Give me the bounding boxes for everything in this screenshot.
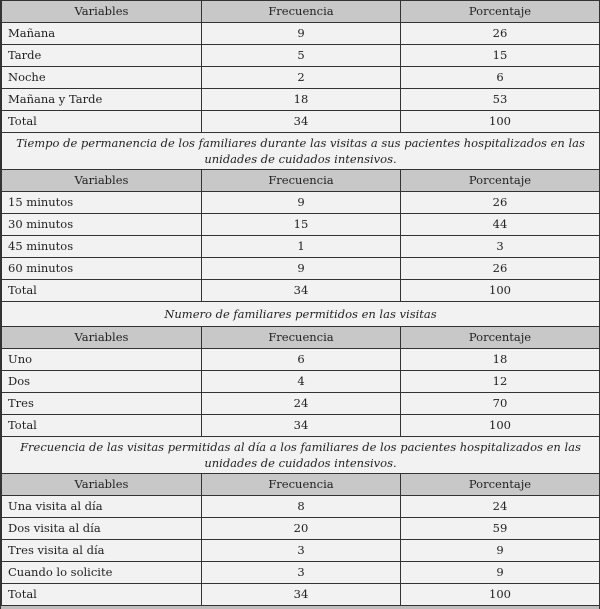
table-row <box>2 236 600 258</box>
cell-frecuencia: 34 <box>202 111 401 133</box>
header-variables: Variables <box>2 327 202 349</box>
total-row <box>2 584 600 606</box>
caption-row <box>2 302 600 327</box>
cell-frecuencia: 6 <box>202 349 401 371</box>
header-row <box>2 327 600 349</box>
table-row <box>2 23 600 45</box>
cell-variable: Total <box>2 584 202 606</box>
cell-frecuencia: 18 <box>202 89 401 111</box>
cell-variable: 60 minutos <box>2 258 202 280</box>
cell-frecuencia: 1 <box>202 236 401 258</box>
cell-variable: Uno <box>2 349 202 371</box>
cell-frecuencia: 34 <box>202 415 401 437</box>
cell-frecuencia: 9 <box>202 23 401 45</box>
header-variables: Variables <box>2 1 202 23</box>
total-row <box>2 111 600 133</box>
cell-porcentaje: 100 <box>401 584 600 606</box>
cell-frecuencia: 9 <box>202 192 401 214</box>
cell-variable: Una visita al día <box>2 496 202 518</box>
cell-porcentaje: 18 <box>401 349 600 371</box>
table-row <box>2 496 600 518</box>
cell-porcentaje: 9 <box>401 540 600 562</box>
table-row <box>2 214 600 236</box>
table-row <box>2 518 600 540</box>
table-caption: Frecuencia de las visitas permitidas al día a los familiares de los pacientes hospitalizados en las unidades de cuidados intensivos. <box>2 437 600 474</box>
cell-porcentaje: 100 <box>401 280 600 302</box>
cell-frecuencia: 3 <box>202 540 401 562</box>
cell-porcentaje: 70 <box>401 393 600 415</box>
header-frecuencia: Frecuencia <box>202 1 401 23</box>
cell-variable: 15 minutos <box>2 192 202 214</box>
cell-variable: Total <box>2 280 202 302</box>
header-porcentaje: Porcentaje <box>401 474 600 496</box>
cell-variable: Tres visita al día <box>2 540 202 562</box>
table-row <box>2 45 600 67</box>
table-row <box>2 540 600 562</box>
header-row <box>2 170 600 192</box>
header-row <box>2 474 600 496</box>
cell-frecuencia: 20 <box>202 518 401 540</box>
cell-porcentaje: 15 <box>401 45 600 67</box>
cell-porcentaje: 53 <box>401 89 600 111</box>
cell-frecuencia: 5 <box>202 45 401 67</box>
cell-porcentaje: 100 <box>401 415 600 437</box>
cell-variable: Cuando lo solicite <box>2 562 202 584</box>
cell-variable: 30 minutos <box>2 214 202 236</box>
cell-porcentaje: 59 <box>401 518 600 540</box>
cell-porcentaje: 26 <box>401 23 600 45</box>
cell-porcentaje: 12 <box>401 371 600 393</box>
cell-variable: 45 minutos <box>2 236 202 258</box>
cell-porcentaje: 6 <box>401 67 600 89</box>
cell-frecuencia: 3 <box>202 562 401 584</box>
table-row <box>2 349 600 371</box>
cell-variable: Total <box>2 415 202 437</box>
header-porcentaje: Porcentaje <box>401 1 600 23</box>
table-row <box>2 371 600 393</box>
cell-frecuencia: 2 <box>202 67 401 89</box>
header-frecuencia: Frecuencia <box>202 327 401 349</box>
cell-variable: Mañana <box>2 23 202 45</box>
header-variables: Variables <box>2 474 202 496</box>
cell-variable: Dos visita al día <box>2 518 202 540</box>
table-row <box>2 192 600 214</box>
table-row <box>2 562 600 584</box>
table-caption: Numero de familiares permitidos en las visitas <box>2 302 600 327</box>
table-row <box>2 258 600 280</box>
cell-porcentaje: 100 <box>401 111 600 133</box>
cell-porcentaje: 24 <box>401 496 600 518</box>
cell-frecuencia: 9 <box>202 258 401 280</box>
cell-variable: Total <box>2 111 202 133</box>
total-row <box>2 415 600 437</box>
table-row <box>2 89 600 111</box>
cell-frecuencia: 34 <box>202 280 401 302</box>
header-row <box>2 1 600 23</box>
cell-frecuencia: 8 <box>202 496 401 518</box>
cell-variable: Noche <box>2 67 202 89</box>
cell-porcentaje: 9 <box>401 562 600 584</box>
cell-frecuencia: 4 <box>202 371 401 393</box>
table-row <box>2 67 600 89</box>
cell-porcentaje: 3 <box>401 236 600 258</box>
total-row <box>2 280 600 302</box>
table-caption: Tiempo de permanencia de los familiares durante las visitas a sus pacientes hospitalizados en las unidades de cuidados intensivos. <box>2 133 600 170</box>
cell-variable: Dos <box>2 371 202 393</box>
header-frecuencia: Frecuencia <box>202 474 401 496</box>
table-row <box>2 393 600 415</box>
caption-row <box>2 437 600 474</box>
header-variables: Variables <box>2 170 202 192</box>
cell-variable: Mañana y Tarde <box>2 89 202 111</box>
cell-frecuencia: 24 <box>202 393 401 415</box>
cell-porcentaje: 26 <box>401 258 600 280</box>
caption-row <box>2 133 600 170</box>
cell-porcentaje: 44 <box>401 214 600 236</box>
header-porcentaje: Porcentaje <box>401 170 600 192</box>
header-porcentaje: Porcentaje <box>401 327 600 349</box>
cell-variable: Tres <box>2 393 202 415</box>
cell-porcentaje: 26 <box>401 192 600 214</box>
cell-frecuencia: 34 <box>202 584 401 606</box>
cell-variable: Tarde <box>2 45 202 67</box>
header-frecuencia: Frecuencia <box>202 170 401 192</box>
visits-table <box>1 0 600 606</box>
cell-frecuencia: 15 <box>202 214 401 236</box>
